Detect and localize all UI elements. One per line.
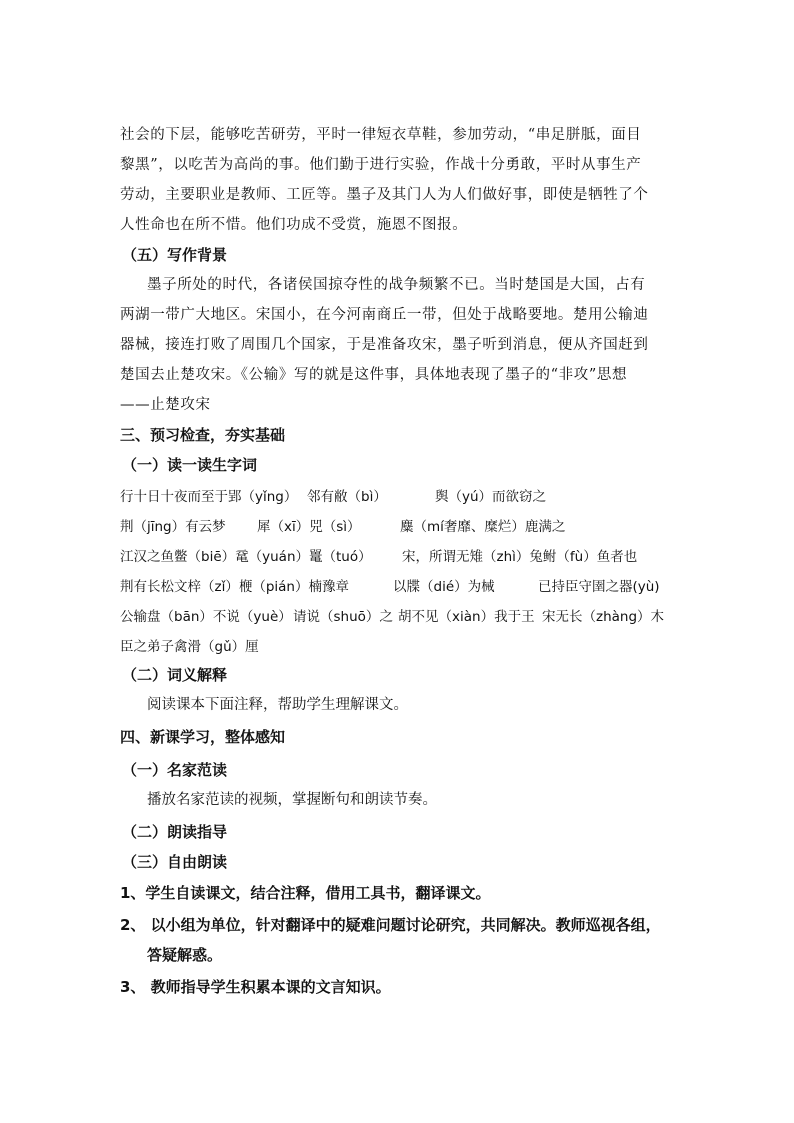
vocab-item: 胡不见（xiàn）我于王 xyxy=(398,609,535,625)
paragraph-line: ——止楚攻宋 xyxy=(120,397,211,413)
vocab-row xyxy=(0,605,794,625)
vocab-row xyxy=(0,515,794,535)
section-heading-new-lesson: 四、新课学习，整体感知 xyxy=(120,728,286,746)
paragraph-line: 播放名家范读的视频，掌握断句和朗读节奏。 xyxy=(147,792,437,808)
vocab-item: 臣之弟子禽滑（gǔ）厘 xyxy=(120,639,259,655)
vocab-row xyxy=(0,635,794,655)
vocab-item: 请说（shuō）之 xyxy=(293,609,393,625)
step-item: 3、 教师指导学生积累本课的文言知识。 xyxy=(120,978,391,996)
step-item: 1、学生自读课文，结合注释，借用工具书，翻译课文。 xyxy=(120,884,491,902)
vocab-item: 以牒（dié）为械 xyxy=(393,579,495,595)
paragraph-line: 人性命也在所不惜。他们功成不受赏，施恩不图报。 xyxy=(120,217,468,233)
subheading-read-words: （一）读一读生字词 xyxy=(122,456,258,474)
vocab-item: 公输盘（bān）不说（yuè） xyxy=(120,609,292,625)
section-heading-preview-check: 三、预习检查，夯实基础 xyxy=(120,426,286,444)
step-item-continued: 答疑解惑。 xyxy=(147,946,223,964)
paragraph-line: 墨子所处的时代，各诸侯国掠夺性的战争频繁不已。当时楚国是大国，占有 xyxy=(147,277,646,293)
vocab-item: 麋（mí奢靡、糜烂）鹿满之 xyxy=(400,519,566,535)
vocab-item: 宋无长（zhàng）木 xyxy=(542,609,665,625)
vocab-item: 宋，所谓无雉（zhì）兔鲋（fù）鱼者也 xyxy=(402,549,638,565)
vocab-item: 行十日十夜而至于郢（yǐng） xyxy=(120,489,298,505)
vocab-item: 荆（jīng）有云梦 xyxy=(120,519,226,535)
paragraph-line: 社会的下层，能够吃苦研劳，平时一律短衣草鞋，参加劳动，“串足胼胝，面目 xyxy=(120,127,642,143)
vocab-item: 邻有敝（bì） xyxy=(307,489,387,505)
vocab-row xyxy=(0,485,794,505)
paragraph-line: 黎黑”，以吃苦为高尚的事。他们勤于进行实验，作战十分勇敢，平时从事生产 xyxy=(120,157,642,173)
vocab-row xyxy=(0,545,794,565)
subheading-reading-guidance: （二）朗读指导 xyxy=(122,823,228,841)
vocab-item: 荆有长松文梓（zǐ）楩（pián）楠豫章 xyxy=(120,579,349,595)
vocab-item: 舆（yú）而欲窃之 xyxy=(435,489,547,505)
subheading-free-reading: （三）自由朗读 xyxy=(122,853,228,871)
paragraph-line: 阅读课本下面注释，帮助学生理解课文。 xyxy=(147,697,408,713)
vocab-row xyxy=(0,575,794,595)
subheading-word-meaning: （二）词义解释 xyxy=(122,666,228,684)
paragraph-line: 两湖一带广大地区。宋国小，在今河南商丘一带，但处于战略要地。楚用公输迪 xyxy=(120,307,649,323)
vocab-item: 已持臣守圉之器(yù) xyxy=(538,579,660,595)
section-heading-writing-background: （五）写作背景 xyxy=(122,246,228,264)
step-item: 2、 以小组为单位，针对翻译中的疑难问题讨论研究，共同解决。教师巡视各组， xyxy=(120,916,661,934)
paragraph-line: 劳动，主要职业是教师、工匠等。墨子及其门人为人们做好事，即使是牺牲了个 xyxy=(120,187,649,203)
subheading-model-reading: （一）名家范读 xyxy=(122,761,228,779)
vocab-item: 江汉之鱼鳖（biē）鼋（yuán）鼍（tuó） xyxy=(120,549,372,565)
paragraph-line: 器械，接连打败了周围几个国家，于是准备攻宋，墨子听到消息，便从齐国赶到 xyxy=(120,337,649,353)
paragraph-line: 楚国去止楚攻宋。《公输》写的就是这件事，具体地表现了墨子的“非攻”思想 xyxy=(120,367,628,383)
vocab-item: 犀（xī）兕（sì） xyxy=(257,519,361,535)
